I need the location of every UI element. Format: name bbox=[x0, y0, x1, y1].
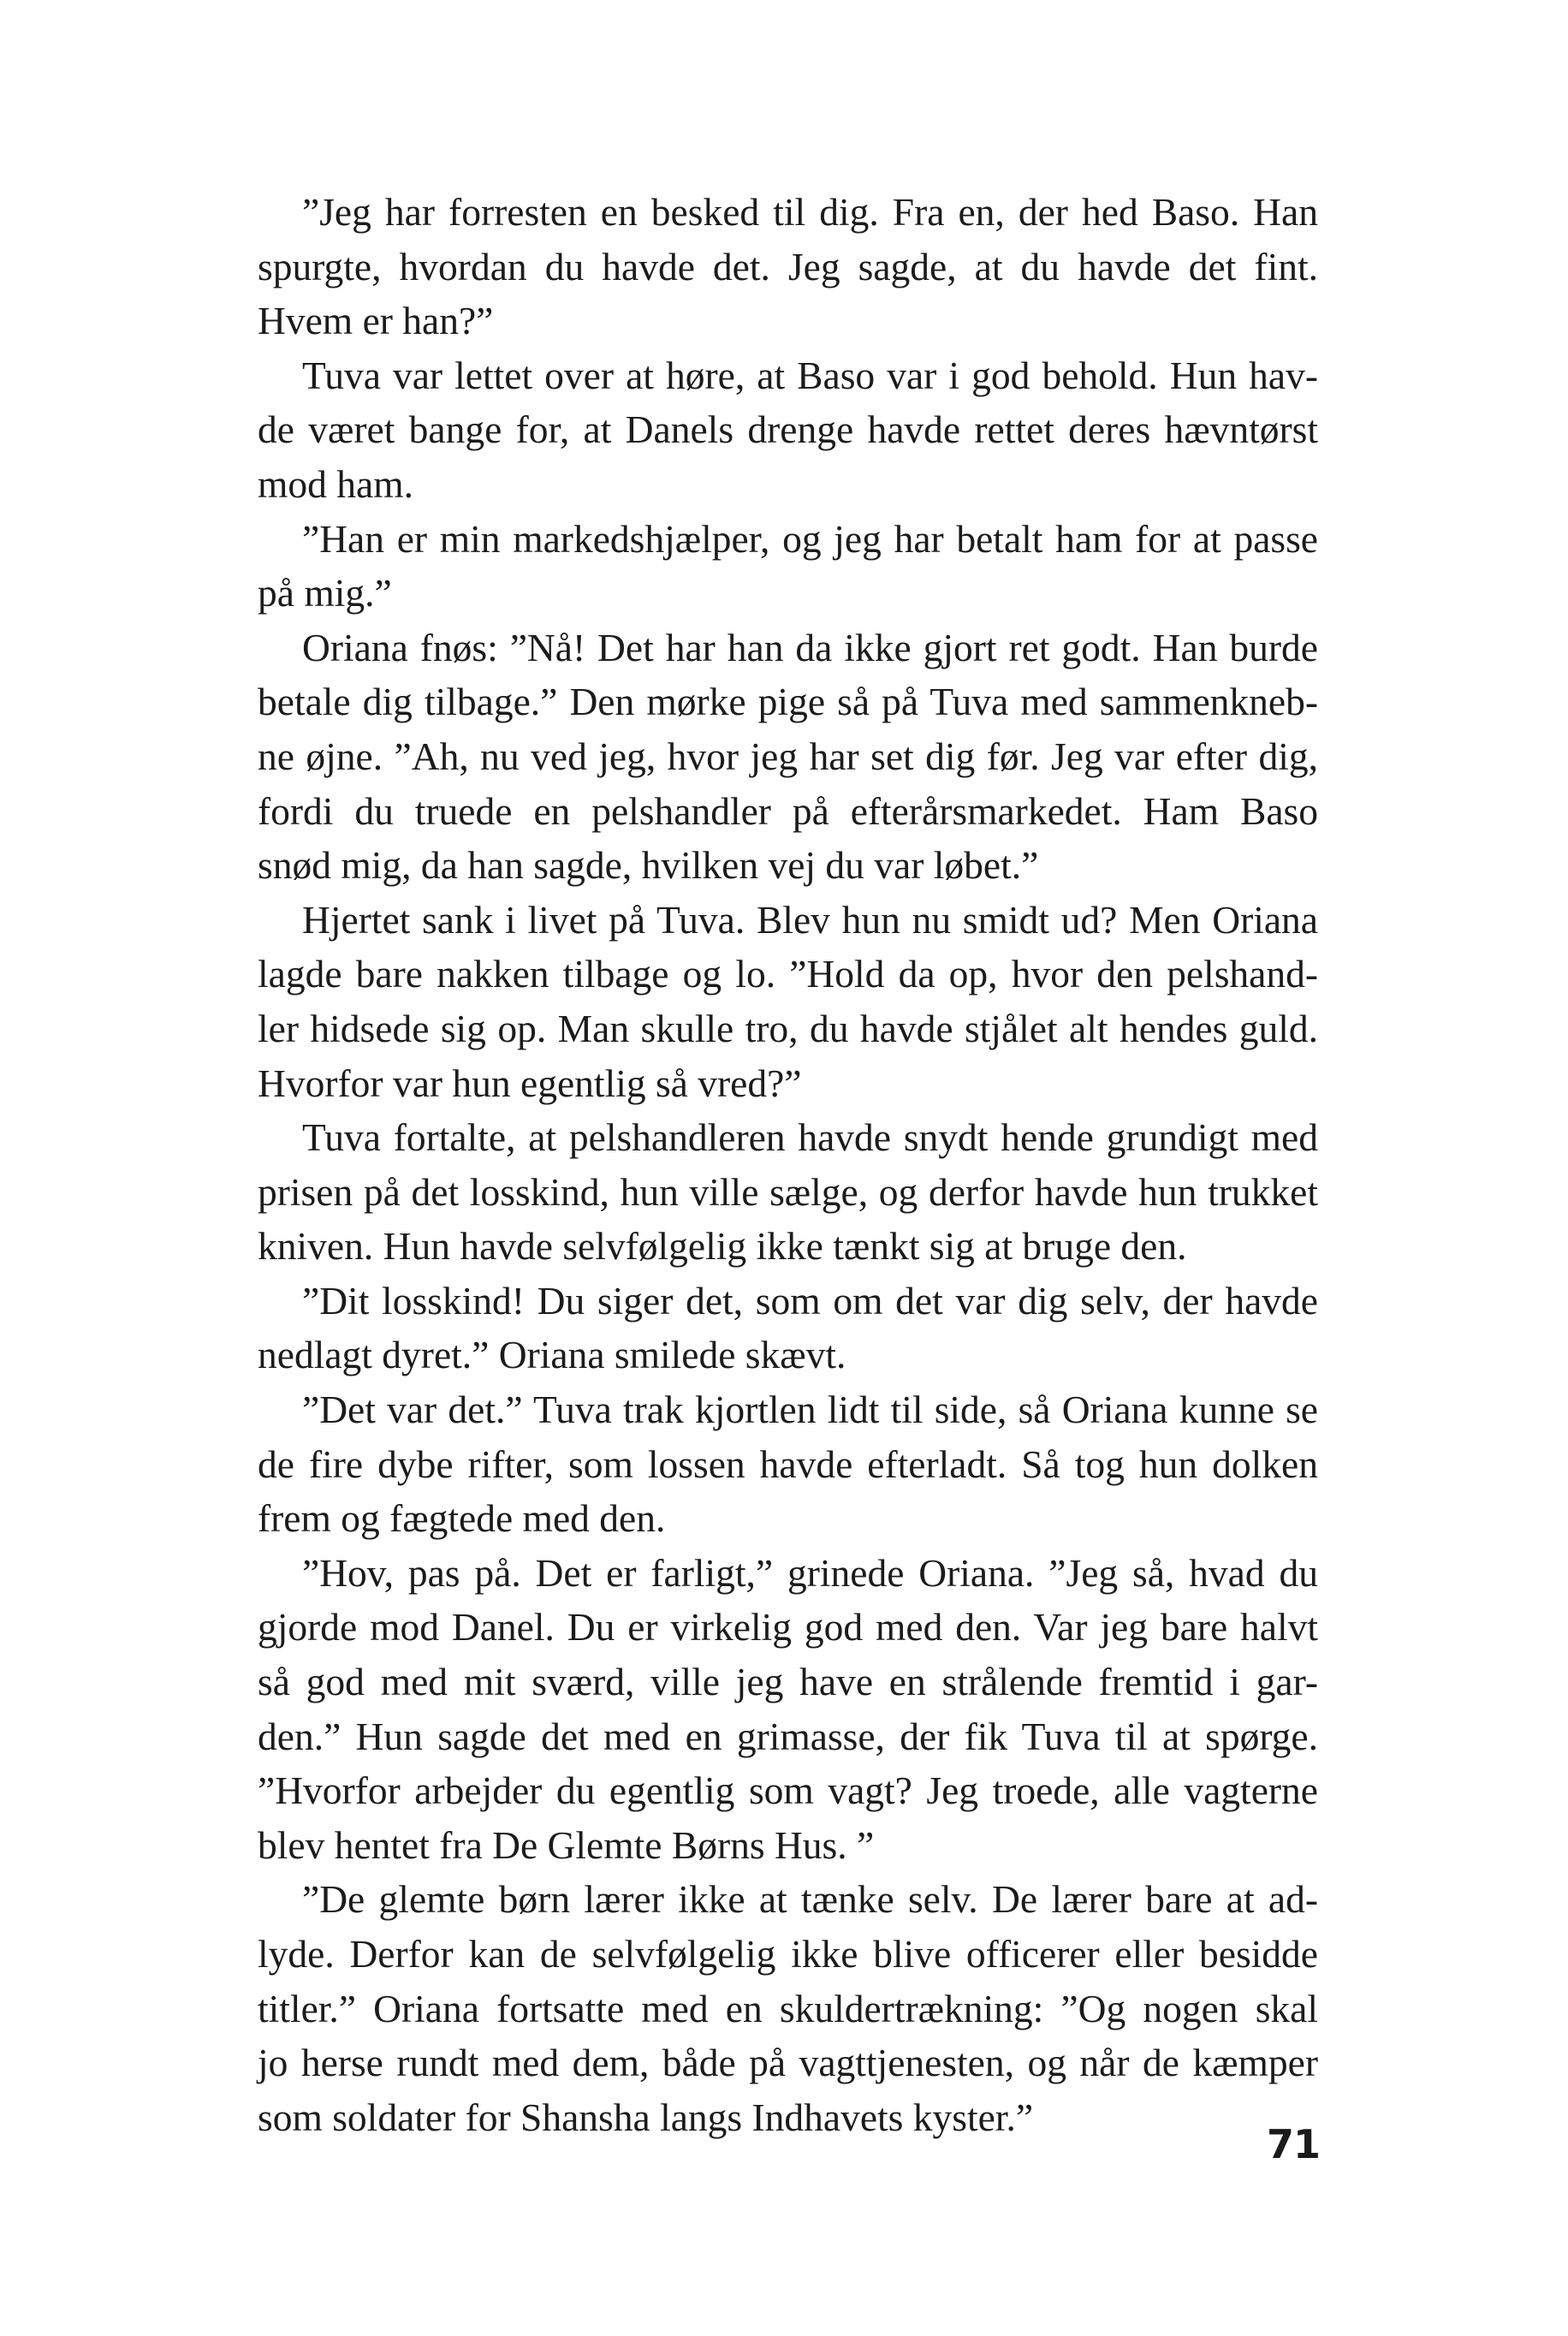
text-line: ler hidsede sig op. Man skulle tro, du havde stjålet alt hendes guld. bbox=[258, 1006, 1318, 1050]
text-line: jo herse rundt med dem, både på vagttjenesten, og når de kæmper bbox=[258, 2041, 1318, 2085]
text-line: Tuva var lettet over at høre, at Baso var i god behold. Hun hav- bbox=[302, 353, 1318, 397]
text-line: de fire dybe rifter, som lossen havde efterladt. Så tog hun dolken bbox=[258, 1441, 1318, 1486]
text-line: ”Han er min markedshjælper, og jeg har betalt ham for at passe bbox=[302, 516, 1318, 561]
text-line: betale dig tilbage.” Den mørke pige så på Tuva med sammenkneb- bbox=[258, 680, 1318, 724]
text-line: Tuva fortalte, at pelshandleren havde snydt hende grundigt med bbox=[302, 1115, 1318, 1160]
text-line: som soldater for Shansha langs Indhavets kyster.” bbox=[258, 2095, 1034, 2139]
text-line: prisen på det losskind, hun ville sælge, og derfor havde hun trukket bbox=[258, 1169, 1318, 1214]
text-line: på mig.” bbox=[258, 571, 392, 615]
text-line: de været bange for, at Danels drenge havde rettet deres hævntørst bbox=[258, 407, 1318, 452]
text-line: lyde. Derfor kan de selvfølgelig ikke blive officerer eller besidde bbox=[258, 1932, 1318, 1976]
text-line: nedlagt dyret.” Oriana smilede skævt. bbox=[258, 1333, 846, 1377]
text-line: blev hentet fra De Glemte Børns Hus. ” bbox=[258, 1822, 875, 1867]
page-number: 71 bbox=[1266, 2121, 1320, 2167]
text-line: så god med mit sværd, ville jeg have en strålende fremtid i gar- bbox=[258, 1660, 1318, 1704]
text-line: ne øjne. ”Ah, nu ved jeg, hvor jeg har set dig før. Jeg var efter dig, bbox=[258, 734, 1318, 778]
text-line: kniven. Hun havde selvfølgelig ikke tænkt sig at bruge den. bbox=[258, 1224, 1187, 1269]
body-text bbox=[258, 185, 1318, 2144]
text-line: mod ham. bbox=[258, 461, 413, 506]
text-line: ”Dit losskind! Du siger det, som om det var dig selv, der havde bbox=[302, 1278, 1318, 1323]
text-line: fordi du truede en pelshandler på efterårsmarkedet. Ham Baso bbox=[258, 788, 1318, 833]
text-line: ”Hvorfor arbejder du egentlig som vagt? Jeg troede, alle vagterne bbox=[258, 1768, 1318, 1813]
text-line: snød mig, da han sagde, hvilken vej du var løbet.” bbox=[258, 843, 1039, 888]
text-line: ”Det var det.” Tuva trak kjortlen lidt til side, så Oriana kunne se bbox=[302, 1388, 1318, 1432]
text-line: lagde bare nakken tilbage og lo. ”Hold da op, hvor den pelshand- bbox=[258, 952, 1318, 996]
text-line: den.” Hun sagde det med en grimasse, der fik Tuva til at spørge. bbox=[258, 1714, 1318, 1758]
text-line: ”De glemte børn lærer ikke at tænke selv. De lærer bare at ad- bbox=[302, 1877, 1318, 1922]
text-line: titler.” Oriana fortsatte med en skuldertrækning: ”Og nogen skal bbox=[258, 1986, 1318, 2030]
text-line: spurgte, hvordan du havde det. Jeg sagde, at du havde det fint. bbox=[258, 244, 1318, 288]
text-line: Oriana fnøs: ”Nå! Det har han da ikke gjort ret godt. Han burde bbox=[302, 625, 1318, 669]
text-line: frem og fægtede med den. bbox=[258, 1496, 666, 1541]
text-line: ”Hov, pas på. Det er farligt,” grinede Oriana. ”Jeg så, hvad du bbox=[302, 1550, 1318, 1595]
text-line: Hjertet sank i livet på Tuva. Blev hun nu smidt ud? Men Oriana bbox=[302, 897, 1318, 942]
text-line: Hvem er han?” bbox=[258, 299, 494, 343]
text-line: gjorde mod Danel. Du er virkelig god med den. Var jeg bare halvt bbox=[258, 1605, 1318, 1649]
text-line: ”Jeg har forresten en besked til dig. Fra en, der hed Baso. Han bbox=[302, 190, 1318, 234]
text-line: Hvorfor var hun egentlig så vred?” bbox=[258, 1061, 802, 1105]
